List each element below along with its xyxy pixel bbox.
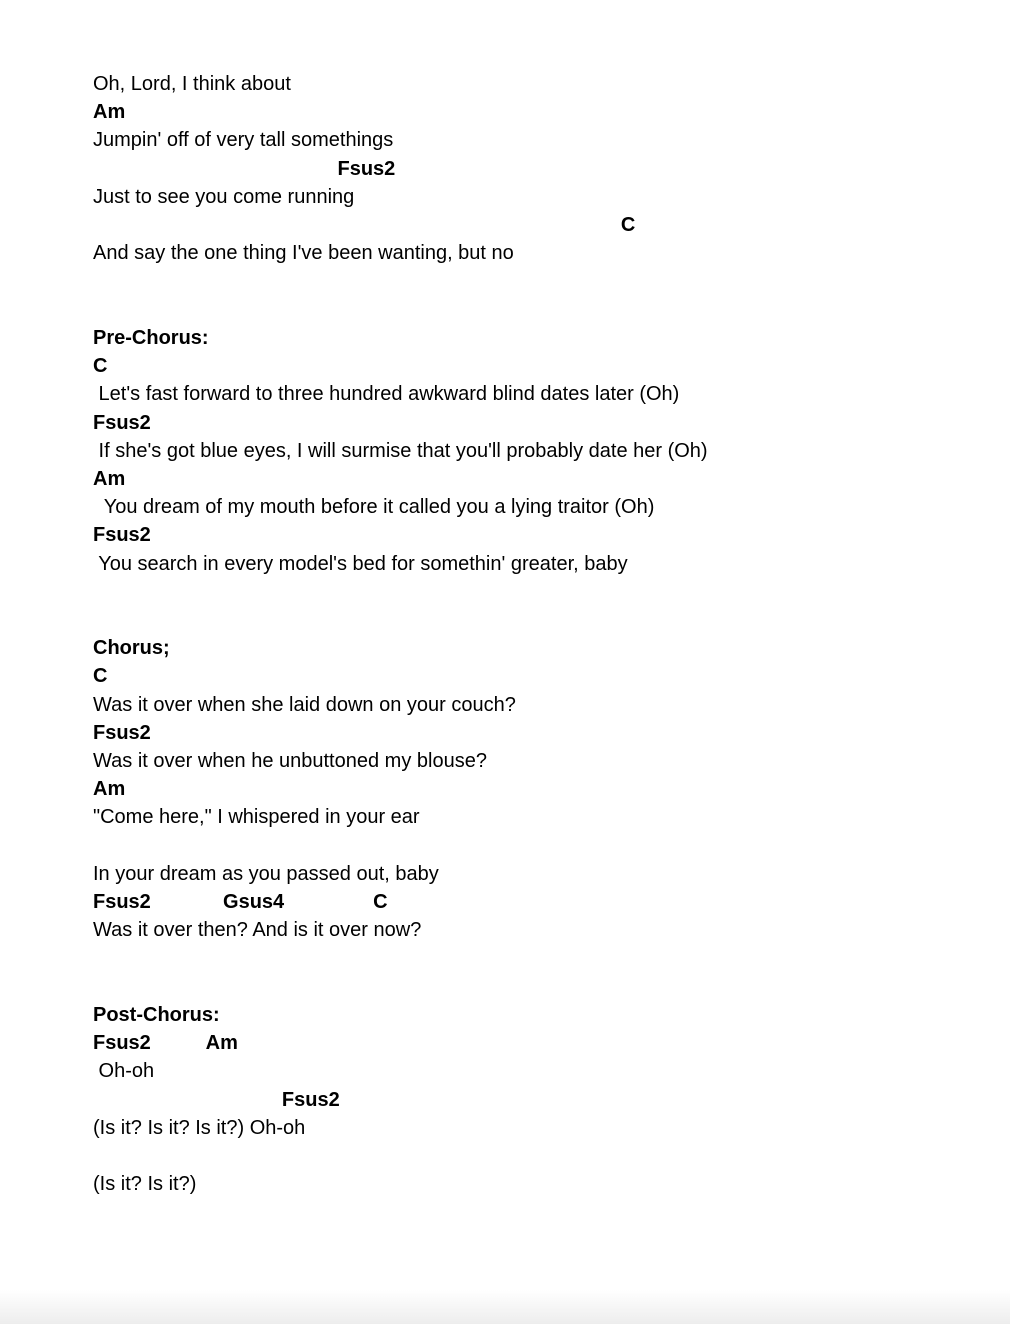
lyric-line: And say the one thing I've been wanting, but no [93,242,514,264]
lyric-line: Was it over when he unbuttoned my blouse? [93,750,487,772]
lyric-line: Jumpin' off of very tall somethings [93,129,394,151]
lyric-line: You search in every model's bed for somethin' greater, baby [93,553,628,575]
chord-line: Fsus2 Gsus4 C [93,891,388,913]
chord-line: Am [93,468,126,490]
lyric-line: You dream of my mouth before it called you a lying traitor (Oh) [93,496,655,518]
chord-line: C [93,355,108,377]
lyric-line: Oh, Lord, I think about [93,73,291,95]
section-heading-pre-chorus: Pre-Chorus: [93,327,209,349]
section-heading-post-chorus: Post-Chorus: [93,1004,220,1026]
lyric-line: "Come here," I whispered in your ear [93,806,420,828]
chord-line: Fsus2 [93,1089,340,1111]
lyric-line: Just to see you come running [93,186,355,208]
chord-line: Fsus2 Am [93,1032,238,1054]
chord-line: C [93,214,636,236]
lyric-line: If she's got blue eyes, I will surmise that you'll probably date her (Oh) [93,440,708,462]
section-heading-chorus: Chorus; [93,637,170,659]
chord-line: C [93,665,108,687]
chord-line: Fsus2 [93,722,151,744]
lyric-line: Oh-oh [93,1060,155,1082]
chord-line: Fsus2 [93,524,151,546]
lyric-line: (Is it? Is it? Is it?) Oh-oh [93,1117,306,1139]
lyric-line: In your dream as you passed out, baby [93,863,439,885]
chord-line: Am [93,101,126,123]
lyric-line: Was it over then? And is it over now? [93,919,422,941]
chord-line: Fsus2 [93,412,151,434]
lyric-line: (Is it? Is it?) [93,1173,197,1195]
lyric-line: Was it over when she laid down on your couch? [93,694,516,716]
chord-line: Fsus2 [93,158,396,180]
page-bottom-edge [0,1290,1010,1324]
chord-line: Am [93,778,126,800]
lyric-line: Let's fast forward to three hundred awkward blind dates later (Oh) [93,383,680,405]
